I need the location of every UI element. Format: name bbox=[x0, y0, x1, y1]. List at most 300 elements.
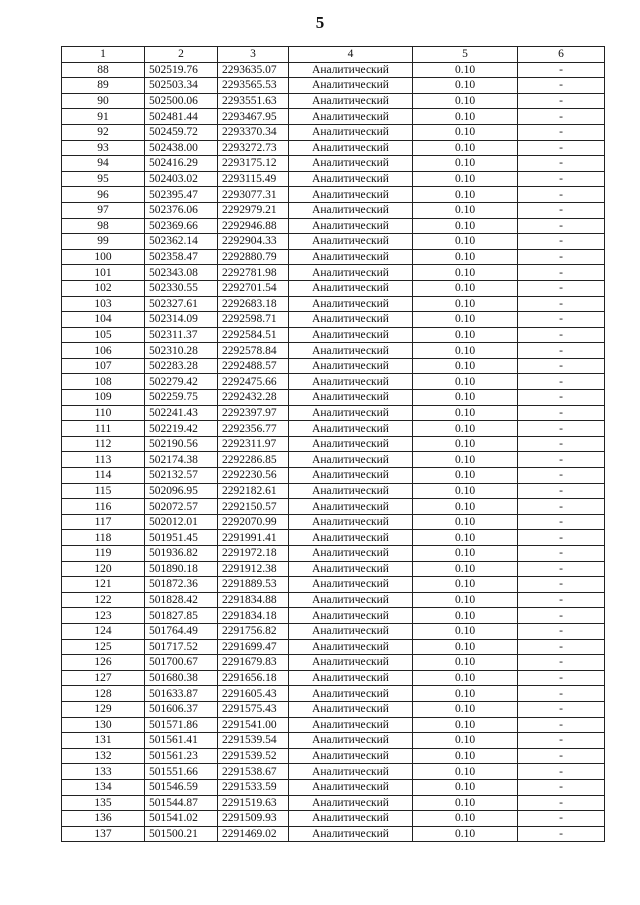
cell-method: Аналитический bbox=[289, 343, 413, 359]
cell-y-coordinate: 2291469.02 bbox=[218, 826, 289, 842]
cell-y-coordinate: 2291756.82 bbox=[218, 623, 289, 639]
cell-note: - bbox=[518, 62, 605, 78]
cell-point-number: 113 bbox=[62, 452, 145, 468]
cell-accuracy: 0.10 bbox=[413, 405, 518, 421]
cell-note: - bbox=[518, 109, 605, 125]
cell-method: Аналитический bbox=[289, 234, 413, 250]
cell-point-number: 129 bbox=[62, 701, 145, 717]
cell-point-number: 111 bbox=[62, 421, 145, 437]
cell-point-number: 108 bbox=[62, 374, 145, 390]
table-row bbox=[62, 140, 605, 156]
cell-x-coordinate: 502343.08 bbox=[145, 265, 218, 281]
cell-method: Аналитический bbox=[289, 733, 413, 749]
cell-point-number: 116 bbox=[62, 499, 145, 515]
cell-y-coordinate: 2292488.57 bbox=[218, 358, 289, 374]
cell-y-coordinate: 2291889.53 bbox=[218, 577, 289, 593]
cell-note: - bbox=[518, 421, 605, 437]
cell-method: Аналитический bbox=[289, 62, 413, 78]
cell-point-number: 107 bbox=[62, 358, 145, 374]
table-row bbox=[62, 623, 605, 639]
header-col-4: 4 bbox=[289, 47, 413, 63]
table-row bbox=[62, 826, 605, 842]
cell-x-coordinate: 501872.36 bbox=[145, 577, 218, 593]
table-row bbox=[62, 374, 605, 390]
cell-point-number: 134 bbox=[62, 779, 145, 795]
cell-y-coordinate: 2291575.43 bbox=[218, 701, 289, 717]
cell-y-coordinate: 2291509.93 bbox=[218, 811, 289, 827]
cell-method: Аналитический bbox=[289, 701, 413, 717]
cell-point-number: 131 bbox=[62, 733, 145, 749]
cell-accuracy: 0.10 bbox=[413, 327, 518, 343]
table-row bbox=[62, 280, 605, 296]
cell-y-coordinate: 2292578.84 bbox=[218, 343, 289, 359]
cell-method: Аналитический bbox=[289, 265, 413, 281]
cell-y-coordinate: 2291539.52 bbox=[218, 748, 289, 764]
cell-accuracy: 0.10 bbox=[413, 577, 518, 593]
cell-note: - bbox=[518, 234, 605, 250]
cell-y-coordinate: 2291539.54 bbox=[218, 733, 289, 749]
cell-y-coordinate: 2292150.57 bbox=[218, 499, 289, 515]
cell-x-coordinate: 502311.37 bbox=[145, 327, 218, 343]
cell-x-coordinate: 502519.76 bbox=[145, 62, 218, 78]
cell-point-number: 105 bbox=[62, 327, 145, 343]
cell-accuracy: 0.10 bbox=[413, 670, 518, 686]
cell-method: Аналитический bbox=[289, 296, 413, 312]
cell-accuracy: 0.10 bbox=[413, 312, 518, 328]
cell-x-coordinate: 502362.14 bbox=[145, 234, 218, 250]
table-row bbox=[62, 670, 605, 686]
cell-x-coordinate: 501544.87 bbox=[145, 795, 218, 811]
cell-accuracy: 0.10 bbox=[413, 124, 518, 140]
cell-x-coordinate: 501717.52 bbox=[145, 639, 218, 655]
cell-y-coordinate: 2293635.07 bbox=[218, 62, 289, 78]
table-row bbox=[62, 764, 605, 780]
cell-y-coordinate: 2291533.59 bbox=[218, 779, 289, 795]
cell-note: - bbox=[518, 187, 605, 203]
cell-note: - bbox=[518, 483, 605, 499]
cell-method: Аналитический bbox=[289, 171, 413, 187]
cell-method: Аналитический bbox=[289, 390, 413, 406]
table-row bbox=[62, 592, 605, 608]
cell-x-coordinate: 502132.57 bbox=[145, 468, 218, 484]
cell-method: Аналитический bbox=[289, 577, 413, 593]
cell-note: - bbox=[518, 811, 605, 827]
header-col-2: 2 bbox=[145, 47, 218, 63]
cell-method: Аналитический bbox=[289, 93, 413, 109]
cell-x-coordinate: 501633.87 bbox=[145, 686, 218, 702]
cell-point-number: 97 bbox=[62, 202, 145, 218]
cell-note: - bbox=[518, 592, 605, 608]
cell-x-coordinate: 501890.18 bbox=[145, 561, 218, 577]
cell-method: Аналитический bbox=[289, 218, 413, 234]
cell-note: - bbox=[518, 655, 605, 671]
cell-y-coordinate: 2291605.43 bbox=[218, 686, 289, 702]
cell-x-coordinate: 502327.61 bbox=[145, 296, 218, 312]
cell-y-coordinate: 2292397.97 bbox=[218, 405, 289, 421]
cell-accuracy: 0.10 bbox=[413, 655, 518, 671]
table-row bbox=[62, 265, 605, 281]
cell-method: Аналитический bbox=[289, 655, 413, 671]
cell-x-coordinate: 501561.41 bbox=[145, 733, 218, 749]
cell-y-coordinate: 2292701.54 bbox=[218, 280, 289, 296]
coordinates-table bbox=[61, 46, 605, 842]
cell-accuracy: 0.10 bbox=[413, 826, 518, 842]
cell-accuracy: 0.10 bbox=[413, 717, 518, 733]
cell-note: - bbox=[518, 358, 605, 374]
cell-accuracy: 0.10 bbox=[413, 811, 518, 827]
table-row bbox=[62, 234, 605, 250]
cell-note: - bbox=[518, 390, 605, 406]
header-col-6: 6 bbox=[518, 47, 605, 63]
cell-x-coordinate: 501827.85 bbox=[145, 608, 218, 624]
cell-note: - bbox=[518, 733, 605, 749]
cell-x-coordinate: 502279.42 bbox=[145, 374, 218, 390]
cell-point-number: 93 bbox=[62, 140, 145, 156]
cell-accuracy: 0.10 bbox=[413, 202, 518, 218]
cell-point-number: 104 bbox=[62, 312, 145, 328]
cell-method: Аналитический bbox=[289, 499, 413, 515]
cell-method: Аналитический bbox=[289, 748, 413, 764]
cell-x-coordinate: 501764.49 bbox=[145, 623, 218, 639]
cell-note: - bbox=[518, 436, 605, 452]
cell-note: - bbox=[518, 78, 605, 94]
cell-point-number: 125 bbox=[62, 639, 145, 655]
cell-accuracy: 0.10 bbox=[413, 436, 518, 452]
cell-note: - bbox=[518, 826, 605, 842]
cell-point-number: 122 bbox=[62, 592, 145, 608]
cell-method: Аналитический bbox=[289, 312, 413, 328]
cell-note: - bbox=[518, 514, 605, 530]
cell-point-number: 100 bbox=[62, 249, 145, 265]
cell-y-coordinate: 2292286.85 bbox=[218, 452, 289, 468]
cell-y-coordinate: 2291699.47 bbox=[218, 639, 289, 655]
table-row bbox=[62, 655, 605, 671]
cell-note: - bbox=[518, 265, 605, 281]
cell-accuracy: 0.10 bbox=[413, 795, 518, 811]
table-row bbox=[62, 701, 605, 717]
header-col-3: 3 bbox=[218, 47, 289, 63]
table-row bbox=[62, 530, 605, 546]
cell-x-coordinate: 502012.01 bbox=[145, 514, 218, 530]
cell-note: - bbox=[518, 405, 605, 421]
cell-y-coordinate: 2293551.63 bbox=[218, 93, 289, 109]
cell-x-coordinate: 501951.45 bbox=[145, 530, 218, 546]
cell-accuracy: 0.10 bbox=[413, 156, 518, 172]
cell-point-number: 112 bbox=[62, 436, 145, 452]
cell-note: - bbox=[518, 249, 605, 265]
cell-point-number: 121 bbox=[62, 577, 145, 593]
cell-accuracy: 0.10 bbox=[413, 390, 518, 406]
cell-method: Аналитический bbox=[289, 374, 413, 390]
table-row bbox=[62, 748, 605, 764]
table-row bbox=[62, 577, 605, 593]
table-row bbox=[62, 187, 605, 203]
cell-method: Аналитический bbox=[289, 670, 413, 686]
cell-y-coordinate: 2291834.88 bbox=[218, 592, 289, 608]
cell-x-coordinate: 501606.37 bbox=[145, 701, 218, 717]
cell-point-number: 127 bbox=[62, 670, 145, 686]
cell-note: - bbox=[518, 202, 605, 218]
cell-accuracy: 0.10 bbox=[413, 530, 518, 546]
cell-y-coordinate: 2292584.51 bbox=[218, 327, 289, 343]
cell-y-coordinate: 2291972.18 bbox=[218, 546, 289, 562]
cell-y-coordinate: 2292230.56 bbox=[218, 468, 289, 484]
cell-x-coordinate: 501551.66 bbox=[145, 764, 218, 780]
cell-y-coordinate: 2291656.18 bbox=[218, 670, 289, 686]
cell-accuracy: 0.10 bbox=[413, 608, 518, 624]
cell-y-coordinate: 2292880.79 bbox=[218, 249, 289, 265]
cell-point-number: 89 bbox=[62, 78, 145, 94]
header-col-5: 5 bbox=[413, 47, 518, 63]
table-row bbox=[62, 343, 605, 359]
table-row bbox=[62, 327, 605, 343]
cell-note: - bbox=[518, 140, 605, 156]
cell-accuracy: 0.10 bbox=[413, 187, 518, 203]
cell-method: Аналитический bbox=[289, 421, 413, 437]
cell-note: - bbox=[518, 561, 605, 577]
cell-x-coordinate: 502376.06 bbox=[145, 202, 218, 218]
cell-point-number: 110 bbox=[62, 405, 145, 421]
cell-note: - bbox=[518, 280, 605, 296]
cell-accuracy: 0.10 bbox=[413, 499, 518, 515]
cell-note: - bbox=[518, 748, 605, 764]
table-row bbox=[62, 499, 605, 515]
cell-note: - bbox=[518, 93, 605, 109]
cell-note: - bbox=[518, 343, 605, 359]
cell-point-number: 101 bbox=[62, 265, 145, 281]
cell-accuracy: 0.10 bbox=[413, 358, 518, 374]
table-row bbox=[62, 218, 605, 234]
cell-x-coordinate: 502416.29 bbox=[145, 156, 218, 172]
cell-method: Аналитический bbox=[289, 546, 413, 562]
cell-point-number: 119 bbox=[62, 546, 145, 562]
cell-method: Аналитический bbox=[289, 109, 413, 125]
cell-note: - bbox=[518, 312, 605, 328]
cell-note: - bbox=[518, 608, 605, 624]
cell-accuracy: 0.10 bbox=[413, 764, 518, 780]
table-row bbox=[62, 514, 605, 530]
cell-x-coordinate: 501680.38 bbox=[145, 670, 218, 686]
cell-y-coordinate: 2291834.18 bbox=[218, 608, 289, 624]
cell-method: Аналитический bbox=[289, 249, 413, 265]
cell-method: Аналитический bbox=[289, 795, 413, 811]
cell-x-coordinate: 501828.42 bbox=[145, 592, 218, 608]
cell-method: Аналитический bbox=[289, 764, 413, 780]
table-row bbox=[62, 78, 605, 94]
table-row bbox=[62, 109, 605, 125]
cell-point-number: 117 bbox=[62, 514, 145, 530]
cell-x-coordinate: 502438.00 bbox=[145, 140, 218, 156]
cell-method: Аналитический bbox=[289, 452, 413, 468]
cell-y-coordinate: 2291538.67 bbox=[218, 764, 289, 780]
cell-x-coordinate: 501546.59 bbox=[145, 779, 218, 795]
cell-point-number: 114 bbox=[62, 468, 145, 484]
cell-accuracy: 0.10 bbox=[413, 296, 518, 312]
table-row bbox=[62, 124, 605, 140]
cell-x-coordinate: 501571.86 bbox=[145, 717, 218, 733]
cell-x-coordinate: 502500.06 bbox=[145, 93, 218, 109]
cell-point-number: 90 bbox=[62, 93, 145, 109]
cell-method: Аналитический bbox=[289, 78, 413, 94]
cell-x-coordinate: 502314.09 bbox=[145, 312, 218, 328]
cell-point-number: 136 bbox=[62, 811, 145, 827]
cell-x-coordinate: 501700.67 bbox=[145, 655, 218, 671]
cell-accuracy: 0.10 bbox=[413, 561, 518, 577]
cell-accuracy: 0.10 bbox=[413, 514, 518, 530]
cell-note: - bbox=[518, 639, 605, 655]
cell-x-coordinate: 502403.02 bbox=[145, 171, 218, 187]
table-row bbox=[62, 717, 605, 733]
cell-accuracy: 0.10 bbox=[413, 779, 518, 795]
cell-accuracy: 0.10 bbox=[413, 280, 518, 296]
cell-point-number: 92 bbox=[62, 124, 145, 140]
cell-x-coordinate: 502283.28 bbox=[145, 358, 218, 374]
table-row bbox=[62, 561, 605, 577]
table-row bbox=[62, 546, 605, 562]
cell-point-number: 137 bbox=[62, 826, 145, 842]
cell-note: - bbox=[518, 296, 605, 312]
cell-point-number: 133 bbox=[62, 764, 145, 780]
cell-point-number: 126 bbox=[62, 655, 145, 671]
cell-accuracy: 0.10 bbox=[413, 623, 518, 639]
cell-method: Аналитический bbox=[289, 811, 413, 827]
cell-x-coordinate: 502096.95 bbox=[145, 483, 218, 499]
cell-x-coordinate: 502310.28 bbox=[145, 343, 218, 359]
cell-method: Аналитический bbox=[289, 327, 413, 343]
cell-y-coordinate: 2292598.71 bbox=[218, 312, 289, 328]
table-row bbox=[62, 296, 605, 312]
page-number: 5 bbox=[315, 13, 325, 32]
cell-y-coordinate: 2293175.12 bbox=[218, 156, 289, 172]
cell-method: Аналитический bbox=[289, 483, 413, 499]
table-row bbox=[62, 421, 605, 437]
cell-method: Аналитический bbox=[289, 561, 413, 577]
cell-y-coordinate: 2291679.83 bbox=[218, 655, 289, 671]
table-body bbox=[62, 62, 605, 842]
cell-accuracy: 0.10 bbox=[413, 452, 518, 468]
cell-note: - bbox=[518, 546, 605, 562]
cell-x-coordinate: 502395.47 bbox=[145, 187, 218, 203]
cell-method: Аналитический bbox=[289, 280, 413, 296]
cell-point-number: 124 bbox=[62, 623, 145, 639]
cell-method: Аналитический bbox=[289, 156, 413, 172]
cell-point-number: 118 bbox=[62, 530, 145, 546]
cell-accuracy: 0.10 bbox=[413, 140, 518, 156]
cell-x-coordinate: 502259.75 bbox=[145, 390, 218, 406]
cell-y-coordinate: 2293565.53 bbox=[218, 78, 289, 94]
cell-point-number: 98 bbox=[62, 218, 145, 234]
cell-method: Аналитический bbox=[289, 717, 413, 733]
table-row bbox=[62, 686, 605, 702]
cell-x-coordinate: 502481.44 bbox=[145, 109, 218, 125]
cell-x-coordinate: 501936.82 bbox=[145, 546, 218, 562]
cell-x-coordinate: 502174.38 bbox=[145, 452, 218, 468]
cell-y-coordinate: 2291991.41 bbox=[218, 530, 289, 546]
table-row bbox=[62, 468, 605, 484]
cell-y-coordinate: 2292979.21 bbox=[218, 202, 289, 218]
cell-x-coordinate: 501561.23 bbox=[145, 748, 218, 764]
cell-y-coordinate: 2292311.97 bbox=[218, 436, 289, 452]
cell-method: Аналитический bbox=[289, 358, 413, 374]
cell-x-coordinate: 501541.02 bbox=[145, 811, 218, 827]
cell-x-coordinate: 502369.66 bbox=[145, 218, 218, 234]
cell-method: Аналитический bbox=[289, 468, 413, 484]
cell-accuracy: 0.10 bbox=[413, 483, 518, 499]
cell-point-number: 102 bbox=[62, 280, 145, 296]
table-row bbox=[62, 202, 605, 218]
cell-accuracy: 0.10 bbox=[413, 748, 518, 764]
cell-x-coordinate: 502219.42 bbox=[145, 421, 218, 437]
table-row bbox=[62, 358, 605, 374]
cell-y-coordinate: 2292070.99 bbox=[218, 514, 289, 530]
cell-accuracy: 0.10 bbox=[413, 639, 518, 655]
cell-note: - bbox=[518, 374, 605, 390]
cell-point-number: 135 bbox=[62, 795, 145, 811]
cell-note: - bbox=[518, 623, 605, 639]
cell-method: Аналитический bbox=[289, 826, 413, 842]
table-row bbox=[62, 93, 605, 109]
cell-point-number: 88 bbox=[62, 62, 145, 78]
cell-point-number: 128 bbox=[62, 686, 145, 702]
cell-note: - bbox=[518, 327, 605, 343]
table-row bbox=[62, 483, 605, 499]
cell-note: - bbox=[518, 795, 605, 811]
cell-note: - bbox=[518, 764, 605, 780]
cell-y-coordinate: 2293077.31 bbox=[218, 187, 289, 203]
cell-accuracy: 0.10 bbox=[413, 733, 518, 749]
cell-accuracy: 0.10 bbox=[413, 546, 518, 562]
table-row bbox=[62, 639, 605, 655]
table-row bbox=[62, 62, 605, 78]
cell-y-coordinate: 2293115.49 bbox=[218, 171, 289, 187]
cell-note: - bbox=[518, 452, 605, 468]
cell-point-number: 123 bbox=[62, 608, 145, 624]
cell-y-coordinate: 2292904.33 bbox=[218, 234, 289, 250]
cell-method: Аналитический bbox=[289, 140, 413, 156]
header-col-1: 1 bbox=[62, 47, 145, 63]
cell-note: - bbox=[518, 670, 605, 686]
cell-x-coordinate: 501500.21 bbox=[145, 826, 218, 842]
cell-method: Аналитический bbox=[289, 639, 413, 655]
cell-note: - bbox=[518, 171, 605, 187]
table-row bbox=[62, 608, 605, 624]
cell-method: Аналитический bbox=[289, 202, 413, 218]
cell-note: - bbox=[518, 218, 605, 234]
cell-y-coordinate: 2291519.63 bbox=[218, 795, 289, 811]
cell-method: Аналитический bbox=[289, 187, 413, 203]
table-row bbox=[62, 312, 605, 328]
cell-point-number: 132 bbox=[62, 748, 145, 764]
cell-method: Аналитический bbox=[289, 436, 413, 452]
cell-point-number: 106 bbox=[62, 343, 145, 359]
cell-method: Аналитический bbox=[289, 405, 413, 421]
cell-note: - bbox=[518, 701, 605, 717]
table-row bbox=[62, 249, 605, 265]
cell-method: Аналитический bbox=[289, 124, 413, 140]
cell-note: - bbox=[518, 686, 605, 702]
cell-x-coordinate: 502459.72 bbox=[145, 124, 218, 140]
cell-y-coordinate: 2291541.00 bbox=[218, 717, 289, 733]
table-row bbox=[62, 171, 605, 187]
cell-point-number: 109 bbox=[62, 390, 145, 406]
cell-method: Аналитический bbox=[289, 514, 413, 530]
cell-point-number: 115 bbox=[62, 483, 145, 499]
cell-y-coordinate: 2291912.38 bbox=[218, 561, 289, 577]
cell-accuracy: 0.10 bbox=[413, 109, 518, 125]
cell-accuracy: 0.10 bbox=[413, 249, 518, 265]
cell-method: Аналитический bbox=[289, 530, 413, 546]
cell-point-number: 91 bbox=[62, 109, 145, 125]
